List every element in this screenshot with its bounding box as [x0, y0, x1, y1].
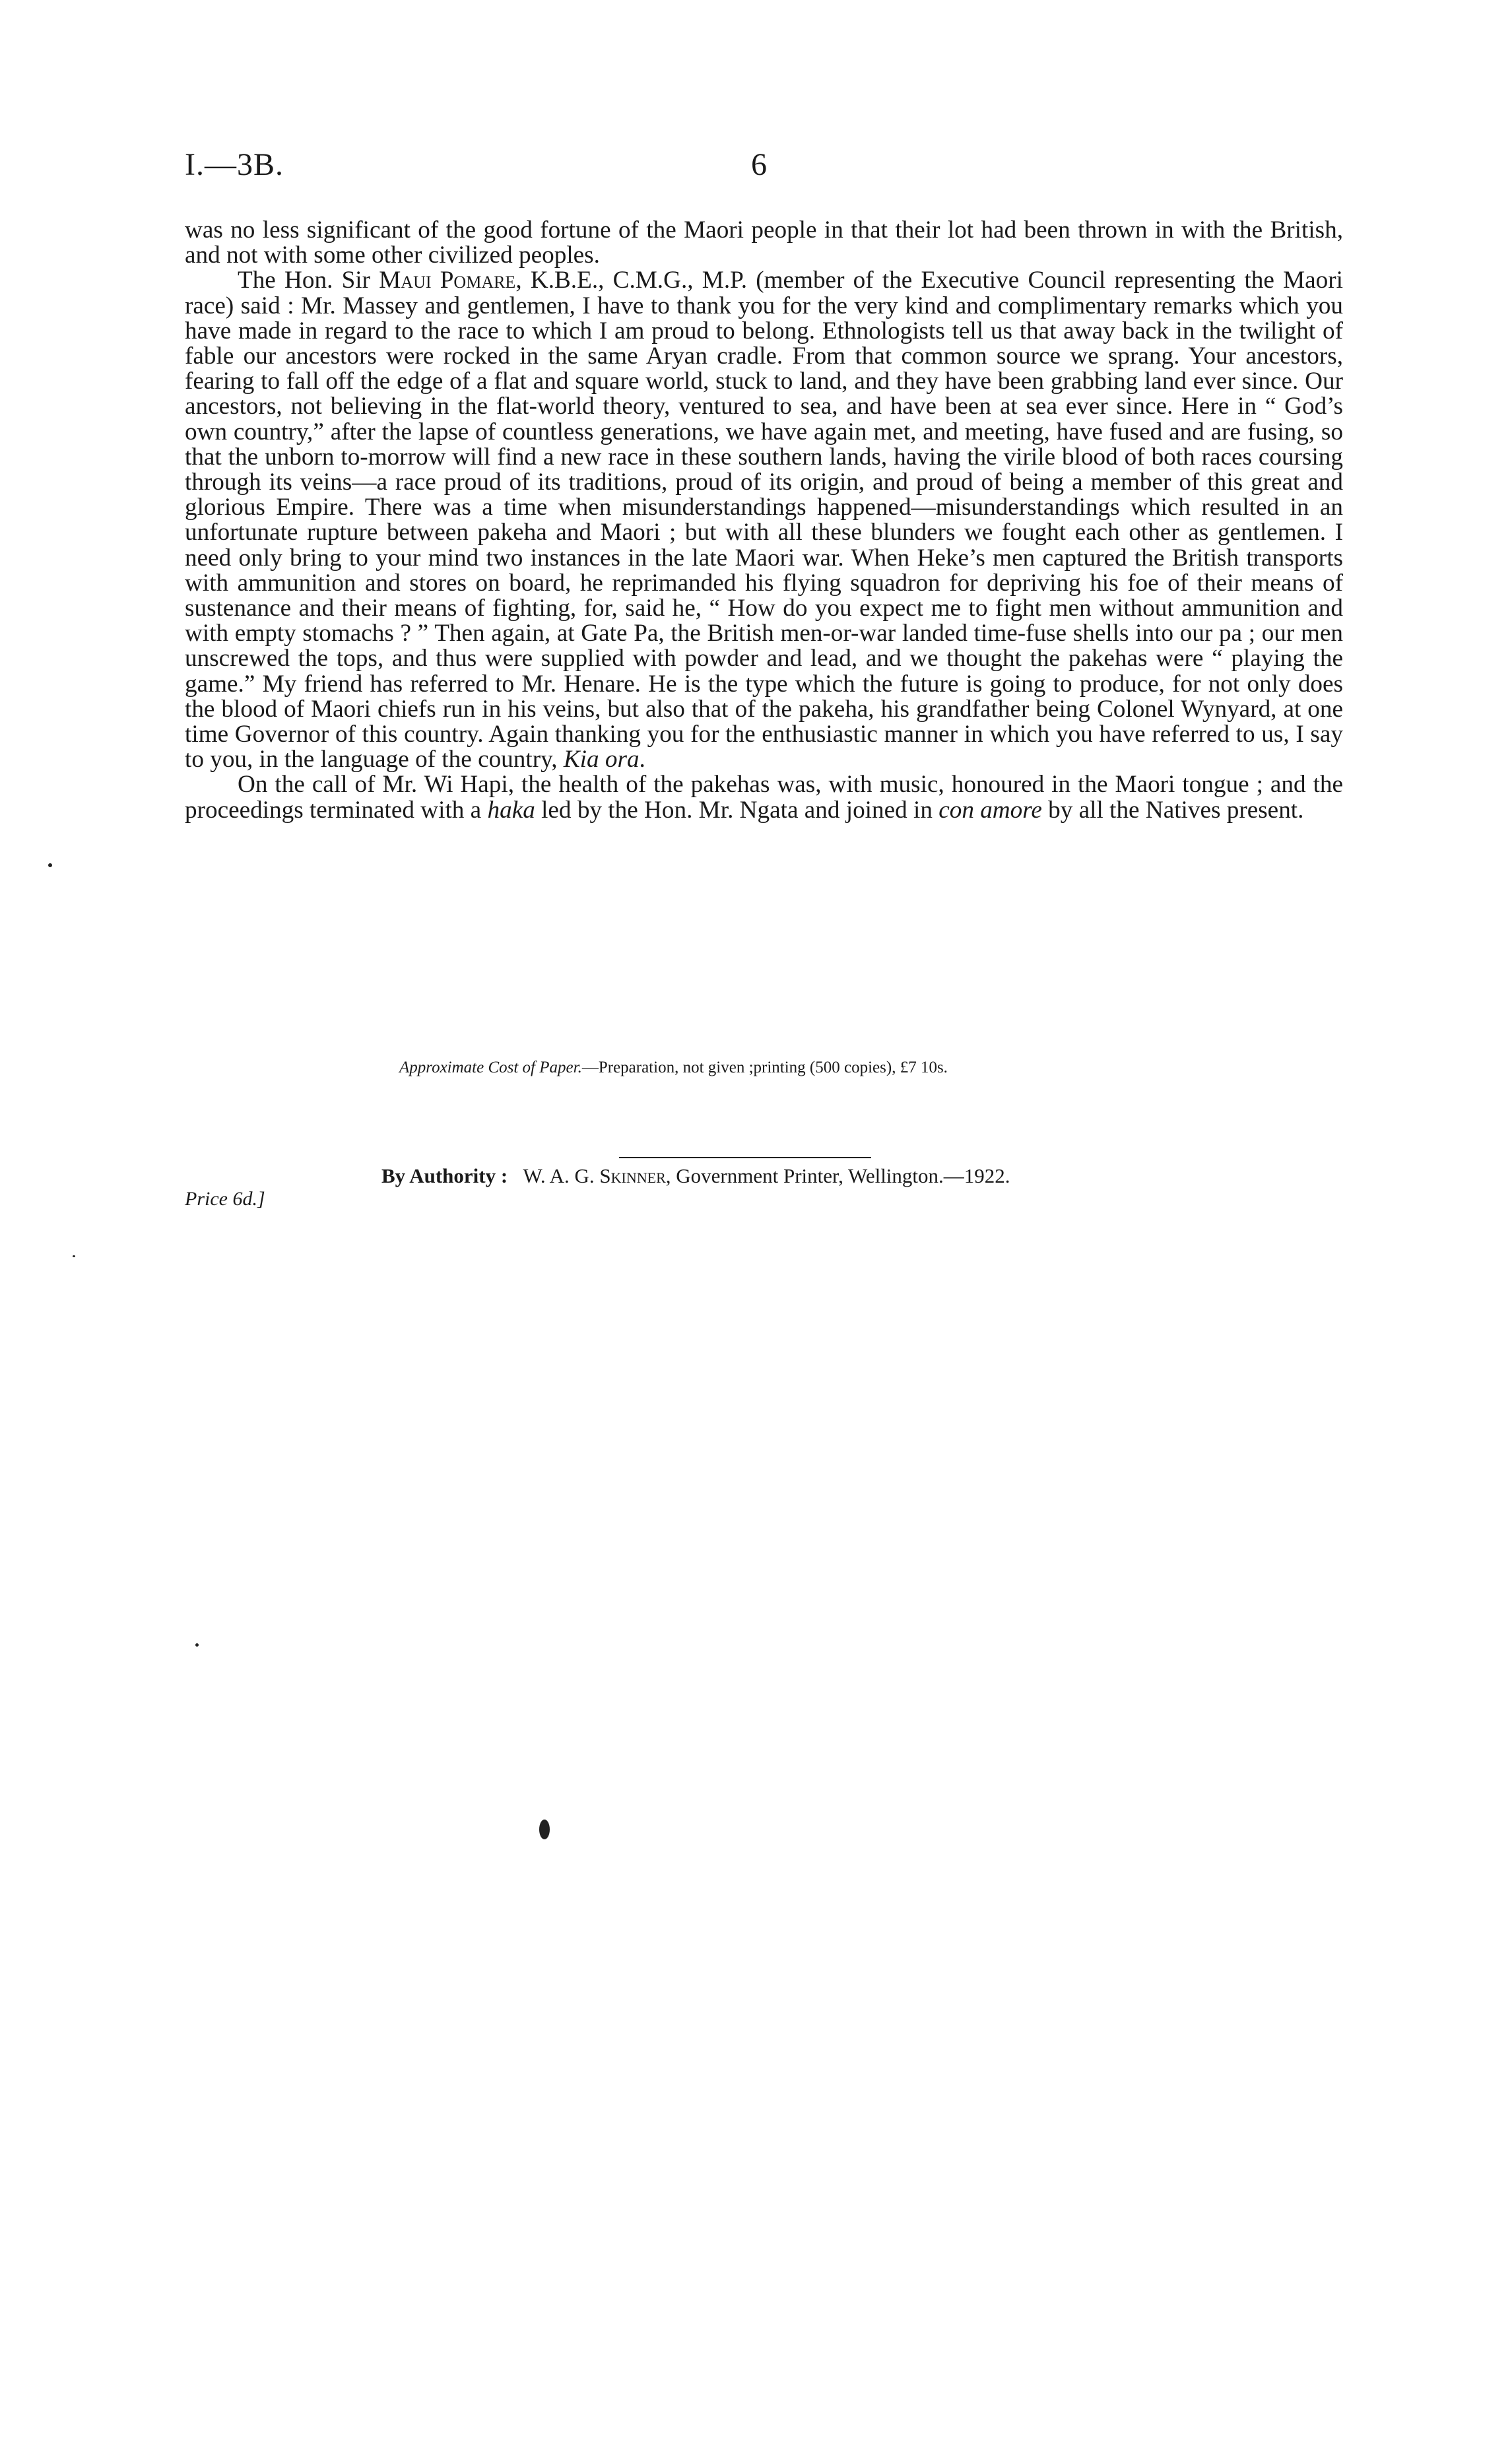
proceedings-text-a: On the call of Mr. Wi Hapi, the health of the pakehas was, with music, honoured in the Maori tongue ; and the proceedings terminated with a: [185, 771, 1343, 824]
speech-closing-phrase: Kia ora: [563, 746, 640, 773]
cost-note-label: Approximate Cost of Paper.: [399, 1059, 582, 1076]
footer-rule: [619, 1157, 871, 1158]
printer-imprint: [381, 1164, 1010, 1188]
proceedings-text-c: by all the Natives present.: [1041, 796, 1304, 824]
page-number: 6: [751, 147, 767, 182]
cost-note-text: —Preparation, not given ;printing (500 copies), £7 10s.: [581, 1059, 948, 1076]
printer-surname: Skinner: [599, 1164, 666, 1187]
speech-lead: The Hon. Sir: [238, 267, 379, 294]
scan-speck: [73, 1255, 75, 1257]
speech-text: , K.B.E., C.M.G., M.P. (member of the Executive Council representing the Maori race) said : Mr. Massey and gentlemen, I have to thank you for the very kind and complimentary remarks which you have made in regard to the race to which I am proud to belong. Ethnologists tell us that away back in the twilight of fable our ancestors were rocked in the same Aryan cradle. From that common source we sprang. Your ancestors, fearing to fall off the edge of a flat and square world, stuck to land, and they have been grabbing land ever since. Our ancestors, not believing in the flat-world theory, ventured to sea, and have been at sea ever since. Here in “ God’s own country,” after the lapse of countless generations, we have again met, and meeting, have fused and are fusing, so that the unborn to-morrow will find a new race in these southern lands, having the virile blood of both races coursing through its veins—a race proud of its traditions, proud of its origin, and proud of being a member of this great and glorious Empire. There was a time when misunderstandings happened—misunderstandings which resulted in an unfortunate rupture between pakeha and Maori ; but with all these blunders we fought each other as gentlemen. I need only bring to your mind two instances in the late Maori war. When Heke’s men captured the British transports with ammunition and stores on board, he reprimanded his flying squadron for depriving his foe of their means of sustenance and their means of fighting, for, said he, “ How do you expect me to fight men without ammunition and with empty stomachs ? ” Then again, at Gate Pa, the British men-or-war landed time-fuse shells into our pa ; our men unscrewed the tops, and thus were supplied with powder and lead, and we thought the pakehas were “ playing the game.” My friend has referred to Mr. Henare. He is the type which the future is going to produce, for not only does the blood of Maori chiefs run in his veins, but also that of the pakeha, his grandfather being Colonel Wynyard, at one time Governor of this country. Again thanking you for the enthusiastic manner in which you have referred to us, I say to you, in the language of the country,: [185, 267, 1343, 773]
proceedings-text-b: led by the Hon. Mr. Ngata and joined in: [535, 796, 939, 824]
scan-speck: [195, 1643, 199, 1647]
paper-reference-prefix: I.—3: [185, 147, 253, 182]
body-text: [185, 218, 1343, 823]
paragraph-proceedings: [185, 772, 1343, 822]
speaker-name: Maui Pomare: [379, 267, 516, 294]
paper-reference: [185, 147, 284, 183]
authority-label: By Authority :: [381, 1164, 508, 1187]
paragraph-pomare-speech: [185, 268, 1343, 772]
cost-note: [399, 1059, 948, 1077]
scan-speck: [539, 1820, 550, 1839]
scan-speck: [48, 863, 52, 867]
paper-reference-suffix: B.: [253, 147, 284, 182]
price: Price 6d.]: [185, 1188, 265, 1210]
speech-end: .: [639, 746, 645, 773]
printer-initials: W. A. G.: [523, 1164, 595, 1187]
printer-details: , Government Printer, Wellington.—1922.: [665, 1164, 1010, 1187]
con-amore-term: con amore: [938, 796, 1042, 824]
paragraph-continuation: was no less significant of the good fortune of the Maori people in that their lot had been thrown in with the British, and not with some other civilized peoples.: [185, 216, 1343, 269]
haka-term: haka: [487, 796, 535, 824]
